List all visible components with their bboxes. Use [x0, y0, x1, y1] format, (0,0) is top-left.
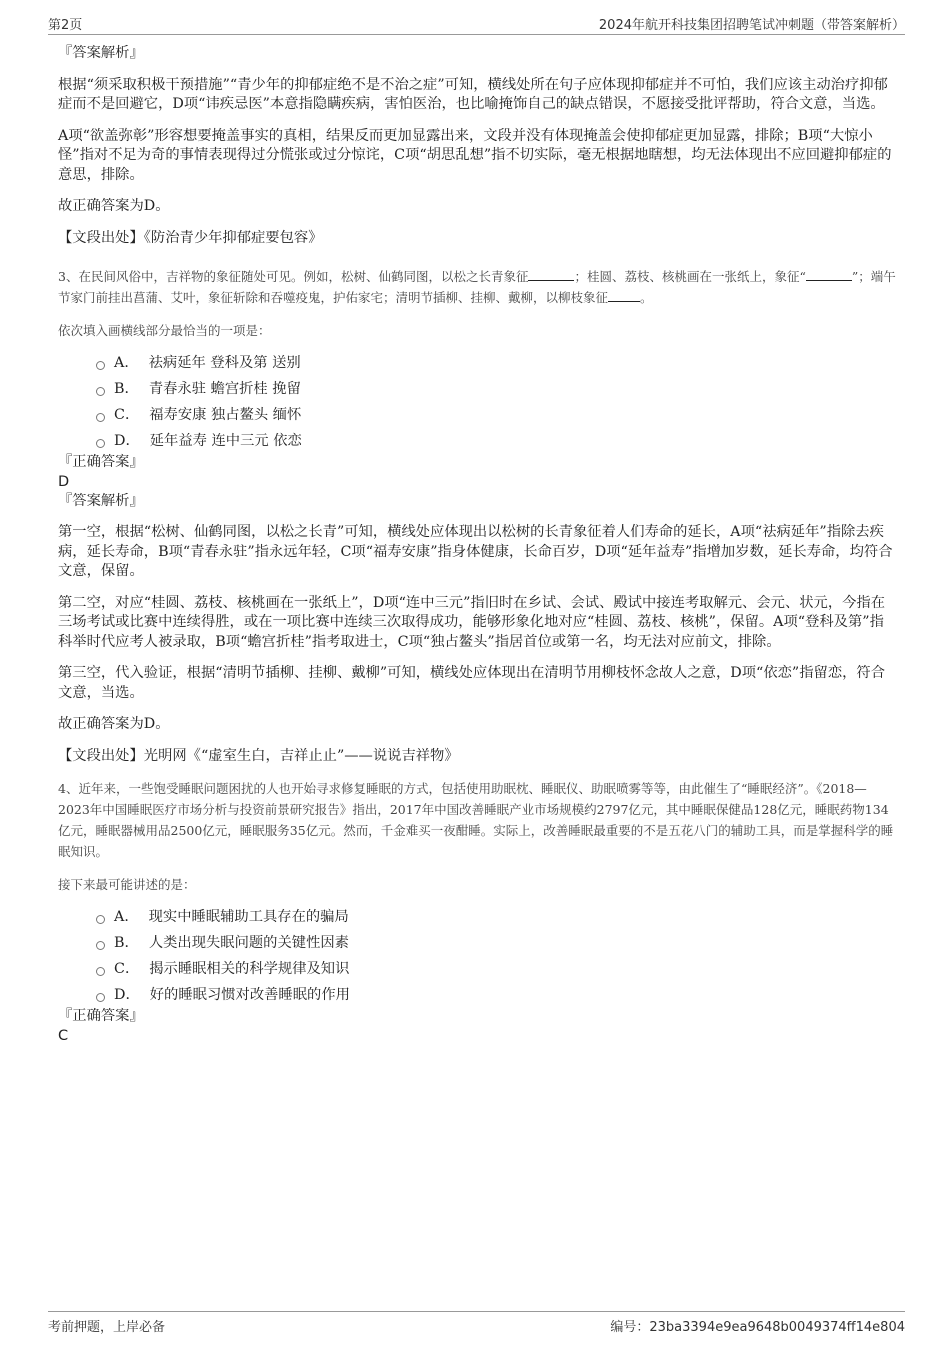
correct-answer: D [58, 473, 70, 490]
option-b[interactable]: B． 人类出现失眠问题的关键性因素 [96, 929, 896, 955]
radio-icon[interactable] [96, 413, 105, 422]
option-d[interactable]: D． 延年益寿 连中三元 依恋 [96, 427, 896, 453]
option-a[interactable]: A． 祛病延年 登科及第 送别 [96, 349, 896, 375]
option-c[interactable]: C． 福寿安康 独占鳌头 缅怀 [96, 401, 896, 427]
page-number: 第2页 [48, 18, 83, 33]
analysis-paragraph: 第二空，对应“桂圆、荔枝、核桃画在一张纸上”，D项“连中三元”指旧时在乡试、会试、殿试中接连考取解元、会元、状元，今指在三场考试或比赛中连续得胜，或在一项比赛中连续三次取得成功，能够形象化地对应“桂圆、荔枝、核桃”，保留。A项“登科及第”指科举时代应考人被录取，B项“蟾宫折桂”指考取进士，C项“独占鳌头”指居首位或第一名，均无法对应前文，排除。 [58, 594, 886, 650]
question-stem: 3、在民间风俗中，吉祥物的象征随处可见。例如，松树、仙鹤同图，以松之长青象征 ；桂圆、荔枝、核桃画在一张纸上，象征“ ”；端午节家门前挂出菖蒲、艾叶，象征斩除和吞噬疫鬼，护佑家宅；清明节插柳、挂柳、戴柳，以柳枝象征 。 [58, 269, 896, 305]
correct-answer-label: 『正确答案』 [58, 1008, 144, 1024]
answer-conclusion: 故正确答案为D。 [58, 716, 170, 732]
analysis-paragraph: A项“欲盖弥彰”形容想要掩盖事实的真相，结果反而更加显露出来，文段并没有体现掩盖会使抑郁症更加显露，排除；B项“大惊小怪”指对不足为奇的事情表现得过分慌张或过分惊诧，C项“胡思乱想”指不切实际，毫无根据地瞎想，均无法体现出不应回避抑郁症的意思，排除。 [58, 127, 892, 183]
fill-blank [806, 268, 852, 281]
question-prompt: 依次填入画横线部分最恰当的一项是： [58, 323, 271, 338]
document-code: 编号：23ba3394e9ea9648b0049374ff14e804 [610, 1320, 905, 1335]
option-list [96, 349, 896, 453]
analysis-paragraph: 根据“须采取积极干预措施”“青少年的抑郁症绝不是不治之症”可知，横线处所在句子应体现抑郁症并不可怕，我们应该主动治疗抑郁症而不是回避它，D项“讳疾忌医”本意指隐瞒疾病，害怕医治，也比喻掩饰自己的缺点错误，不愿接受批评帮助，符合文意，当选。 [58, 76, 888, 112]
question-stem: 4、近年来，一些饱受睡眠问题困扰的人也开始寻求修复睡眠的方式，包括使用助眠枕、睡眠仪、助眠喷雾等等，由此催生了“睡眠经济”。《2018—2023年中国睡眠医疗市场分析与投资前景研究报告》指出，2017年中国改善睡眠产业市场规模约2797亿元，其中睡眠保健品128亿元，睡眠药物134亿元，睡眠器械用品2500亿元，睡眠服务35亿元。然而，千金难买一夜酣睡。实际上，改善睡眠最重要的不是五花八门的辅助工具，而是掌握科学的睡眠知识。 [58, 781, 894, 859]
source-citation: 【文段出处】《防治青少年抑郁症要包容》 [58, 229, 323, 246]
question-prompt: 接下来最可能讲述的是： [58, 877, 196, 892]
radio-icon[interactable] [96, 967, 105, 976]
answer-conclusion: 故正确答案为D。 [58, 198, 170, 214]
correct-answer: C [58, 1027, 69, 1044]
option-a[interactable]: A． 现实中睡眠辅助工具存在的骗局 [96, 903, 896, 929]
radio-icon[interactable] [96, 361, 105, 370]
analysis-paragraph: 第三空，代入验证，根据“清明节插柳、挂柳、戴柳”可知，横线处应体现出在清明节用柳枝怀念故人之意，D项“依恋”指留恋，符合文意，当选。 [58, 665, 886, 701]
source-citation: 【文段出处】光明网《“虚室生白，吉祥止止”——说说吉祥物》 [58, 747, 459, 764]
radio-icon[interactable] [96, 941, 105, 950]
option-b[interactable]: B． 青春永驻 蟾宫折桂 挽留 [96, 375, 896, 401]
document-title: 2024年航开科技集团招聘笔试冲刺题（带答案解析） [598, 18, 905, 33]
page-header [48, 12, 905, 35]
footer-slogan: 考前押题，上岸必备 [48, 1320, 166, 1335]
option-list [96, 903, 896, 1007]
option-d[interactable]: D． 好的睡眠习惯对改善睡眠的作用 [96, 981, 896, 1007]
radio-icon[interactable] [96, 993, 105, 1002]
fill-blank [608, 289, 640, 302]
option-c[interactable]: C． 揭示睡眠相关的科学规律及知识 [96, 955, 896, 981]
document-body [58, 44, 896, 1046]
radio-icon[interactable] [96, 387, 105, 396]
radio-icon[interactable] [96, 439, 105, 448]
fill-blank [528, 268, 574, 281]
page-footer [48, 1311, 905, 1338]
analysis-label: 『答案解析』 [58, 492, 144, 509]
radio-icon[interactable] [96, 915, 105, 924]
analysis-label: 『答案解析』 [58, 45, 144, 61]
analysis-paragraph: 第一空，根据“松树、仙鹤同图，以松之长青”可知，横线处应体现出以松树的长青象征着人们寿命的延长，A项“祛病延年”指除去疾病，延长寿命，B项“青春永驻”指永远年轻，C项“福寿安康”指身体健康，长命百岁，D项“延年益寿”指增加岁数，延长寿命，均符合文意，保留。 [58, 524, 893, 579]
correct-answer-label: 『正确答案』 [58, 454, 144, 470]
